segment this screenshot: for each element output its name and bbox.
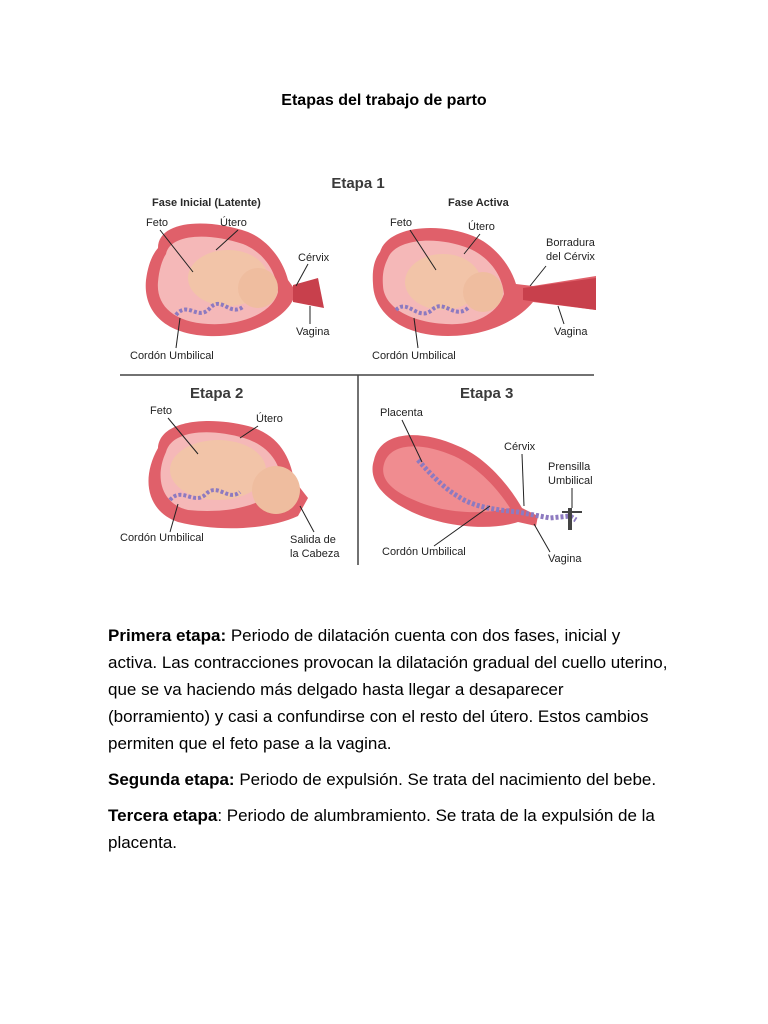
stage3-vagina-label: Vagina: [548, 553, 582, 565]
stage2-cordon-label: Cordón Umbilical: [120, 532, 204, 544]
second-stage-text: Periodo de expulsión. Se trata del nacimiento del bebe.: [234, 770, 657, 789]
stage2-title: Etapa 2: [190, 385, 244, 402]
first-stage-text: Periodo de dilatación cuenta con dos fases, inicial y activa. Las contracciones provocan la dilatación gradual del cuello uterino, que se va haciendo más delgado hasta llegar a desaparecer (borramiento) y casi a confundirse con el resto del útero. Estos cambios permiten que el feto pase a la vagina.: [108, 626, 668, 753]
paragraph-third-stage: [108, 802, 668, 856]
stage1-left-utero-label: Útero: [220, 217, 247, 229]
stage1-right-utero-label: Útero: [468, 221, 495, 233]
third-stage-text: : Periodo de alumbramiento. Se trata de la expulsión de la placenta.: [108, 806, 655, 852]
stage3-prensilla-label-2: Umbilical: [548, 475, 593, 487]
stage1-left-feto-label: Feto: [146, 217, 169, 229]
stage1-latent-uterus: [146, 224, 324, 337]
stage3-cordon-label: Cordón Umbilical: [382, 546, 466, 558]
stage1-left-cervix-label: Cérvix: [298, 252, 330, 264]
stage1-left-vagina-label: Vagina: [296, 326, 330, 338]
paragraph-first-stage: [108, 622, 668, 757]
stage1-left-cordon-label: Cordón Umbilical: [130, 350, 214, 362]
stage1-right-vagina-label: Vagina: [554, 326, 588, 338]
stage1-right-borradura-label-2: del Cérvix: [546, 251, 595, 263]
second-stage-label: Segunda etapa:: [108, 770, 235, 789]
stage3-placenta-label: Placenta: [380, 407, 423, 419]
stage1-right-borradura-label-1: Borradura: [546, 237, 595, 249]
stage1-title: Etapa 1: [331, 175, 385, 192]
stage2-utero-label: Útero: [256, 413, 283, 425]
stage1-right-feto-label: Feto: [390, 217, 413, 229]
stage3-cervix-label: Cérvix: [504, 441, 536, 453]
stage1-right-cordon-label: Cordón Umbilical: [372, 350, 456, 362]
stage1-phase-active: Fase Activa: [448, 197, 509, 209]
stage2-salida-label-1: Salida de: [290, 534, 336, 546]
labor-stages-diagram: [118, 160, 598, 570]
stage1-phase-latent: Fase Inicial (Latente): [152, 197, 261, 209]
stage2-salida-label-2: la Cabeza: [290, 548, 340, 560]
stage3-prensilla-label-1: Prensilla: [548, 461, 591, 473]
labor-stages-illustration: [118, 160, 598, 570]
paragraph-second-stage: [108, 766, 668, 793]
third-stage-label: Tercera etapa: [108, 806, 218, 825]
stage3-title: Etapa 3: [460, 385, 514, 402]
stage2-feto-label: Feto: [150, 405, 173, 417]
first-stage-label: Primera etapa:: [108, 626, 227, 645]
body-text: [108, 622, 668, 865]
document-title: Etapas del trabajo de parto: [281, 92, 487, 109]
stage2-uterus: [148, 421, 308, 528]
